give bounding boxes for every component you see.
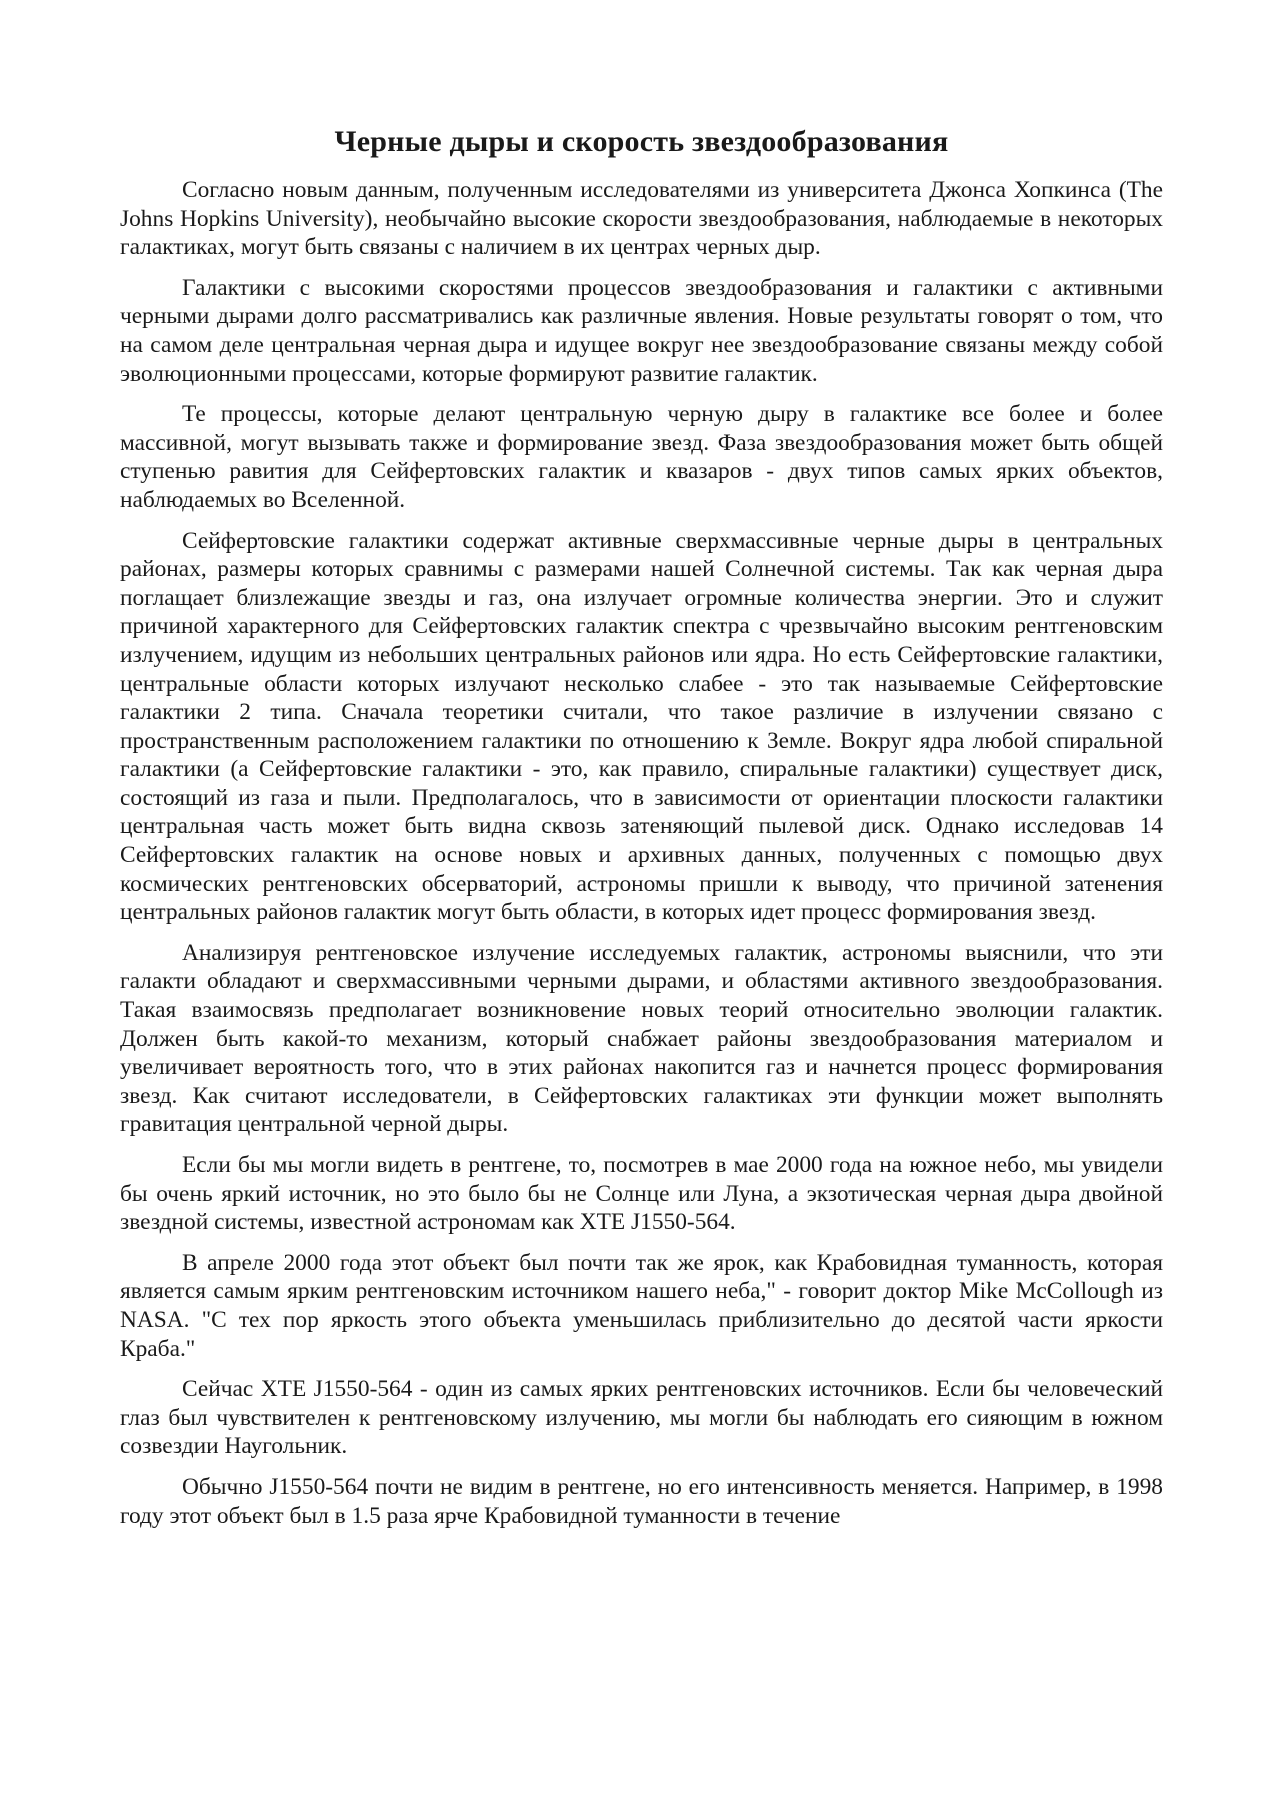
paragraph-1: Согласно новым данным, полученным исследователями из университета Джонса Хопкинса (The Johns Hopkins University), необычайно высокие скорости звездообразования, наблюдаемые в некоторых галактиках, могут быть связаны с наличием в их центрах черных дыр. [120, 177, 1163, 261]
paragraph-6: Если бы мы могли видеть в рентгене, то, посмотрев в мае 2000 года на южное небо, мы увидели бы очень яркий источник, но это было бы не Солнце или Луна, а экзотическая черная дыра двойной звездной системы, известной астрономам как XTE J1550-564. [120, 1152, 1163, 1236]
paragraph-5: Анализируя рентгеновское излучение исследуемых галактик, астрономы выяснили, что эти галакти обладают и сверхмассивными черными дырами, и областями активного звездообразования. Такая взаимосвязь предполагает возникновение новых теорий относительно эволюции галактик. Должен быть какой-то механизм, который снабжает районы звездообразования материалом и увеличивает вероятность того, что в этих районах накопится газ и начнется процесс формирования звезд. Как считают исследователи, в Сейфертовских галактиках эти функции может выполнять гравитация центральной черной дыры. [120, 939, 1163, 1138]
paragraph-9: Обычно J1550-564 почти не видим в рентгене, но его интенсивность меняется. Например, в 1998 году этот объект был в 1.5 раза ярче Крабовидной туманности в течение [120, 1473, 1163, 1529]
document-title: Черные дыры и скорость звездообразования [334, 125, 949, 158]
paragraph-3: Те процессы, которые делают центральную черную дыру в галактике все более и более массивной, могут вызывать также и формирование звезд. Фаза звездообразования может быть общей ступенью равития для Сейфертовских галактик и квазаров - двух типов самых ярких объектов, наблюдаемых во Вселенной. [120, 401, 1163, 513]
paragraph-4: Сейфертовские галактики содержат активные сверхмассивные черные дыры в центральных районах, размеры которых сравнимы с размерами нашей Солнечной системы. Так как черная дыра поглащает близлежащие звезды и газ, она излучает огромные количества энергии. Это и служит причиной характерного для Сейфертовских галактик спектра с чрезвычайно высоким рентгеновским излучением, идущим из небольших центральных районов или ядра. Но есть Сейфертовские галактики, центральные области которых излучают несколько слабее - это так называемые Сейфертовские галактики 2 типа. Сначала теоретики считали, что такое различие в излучении связано с пространственным расположением галактики по отношению к Земле. Вокруг ядра любой спиральной галактики (а Сейфертовские галактики - это, как правило, спиральные галактики) существует диск, состоящий из газа и пыли. Предполагалось, что в зависимости от ориентации плоскости галактики центральная часть может быть видна сквозь затеняющий пылевой диск. Однако исследовав 14 Сейфертовских галактик на основе новых и архивных данных, полученных с помощью двух космических рентгеновских обсерваторий, астрономы пришли к выводу, что причиной затенения центральных районов галактик могут быть области, в которых идет процесс формирования звезд. [120, 527, 1163, 926]
paragraph-8: Сейчас XTE J1550-564 - один из самых ярких рентгеновских источников. Если бы человеческий глаз был чувствителен к рентгеновскому излучению, мы могли бы наблюдать его сияющим в южном созвездии Наугольник. [120, 1376, 1163, 1460]
paragraph-7: В апреле 2000 года этот объект был почти так же ярок, как Крабовидная туманность, которая является самым ярким рентгеновским источником нашего неба," - говорит доктор Mike McCollough из NASA. "С тех пор яркость этого объекта уменьшилась приблизительно до десятой части яркости Краба." [120, 1249, 1163, 1362]
paragraph-2: Галактики с высокими скоростями процессов звездообразования и галактики с активными черными дырами долго рассматривались как различные явления. Новые результаты говорят о том, что на самом деле центральная черная дыра и идущее вокруг нее звездообразование связаны между собой эволюционными процессами, которые формируют развитие галактик. [120, 274, 1163, 387]
